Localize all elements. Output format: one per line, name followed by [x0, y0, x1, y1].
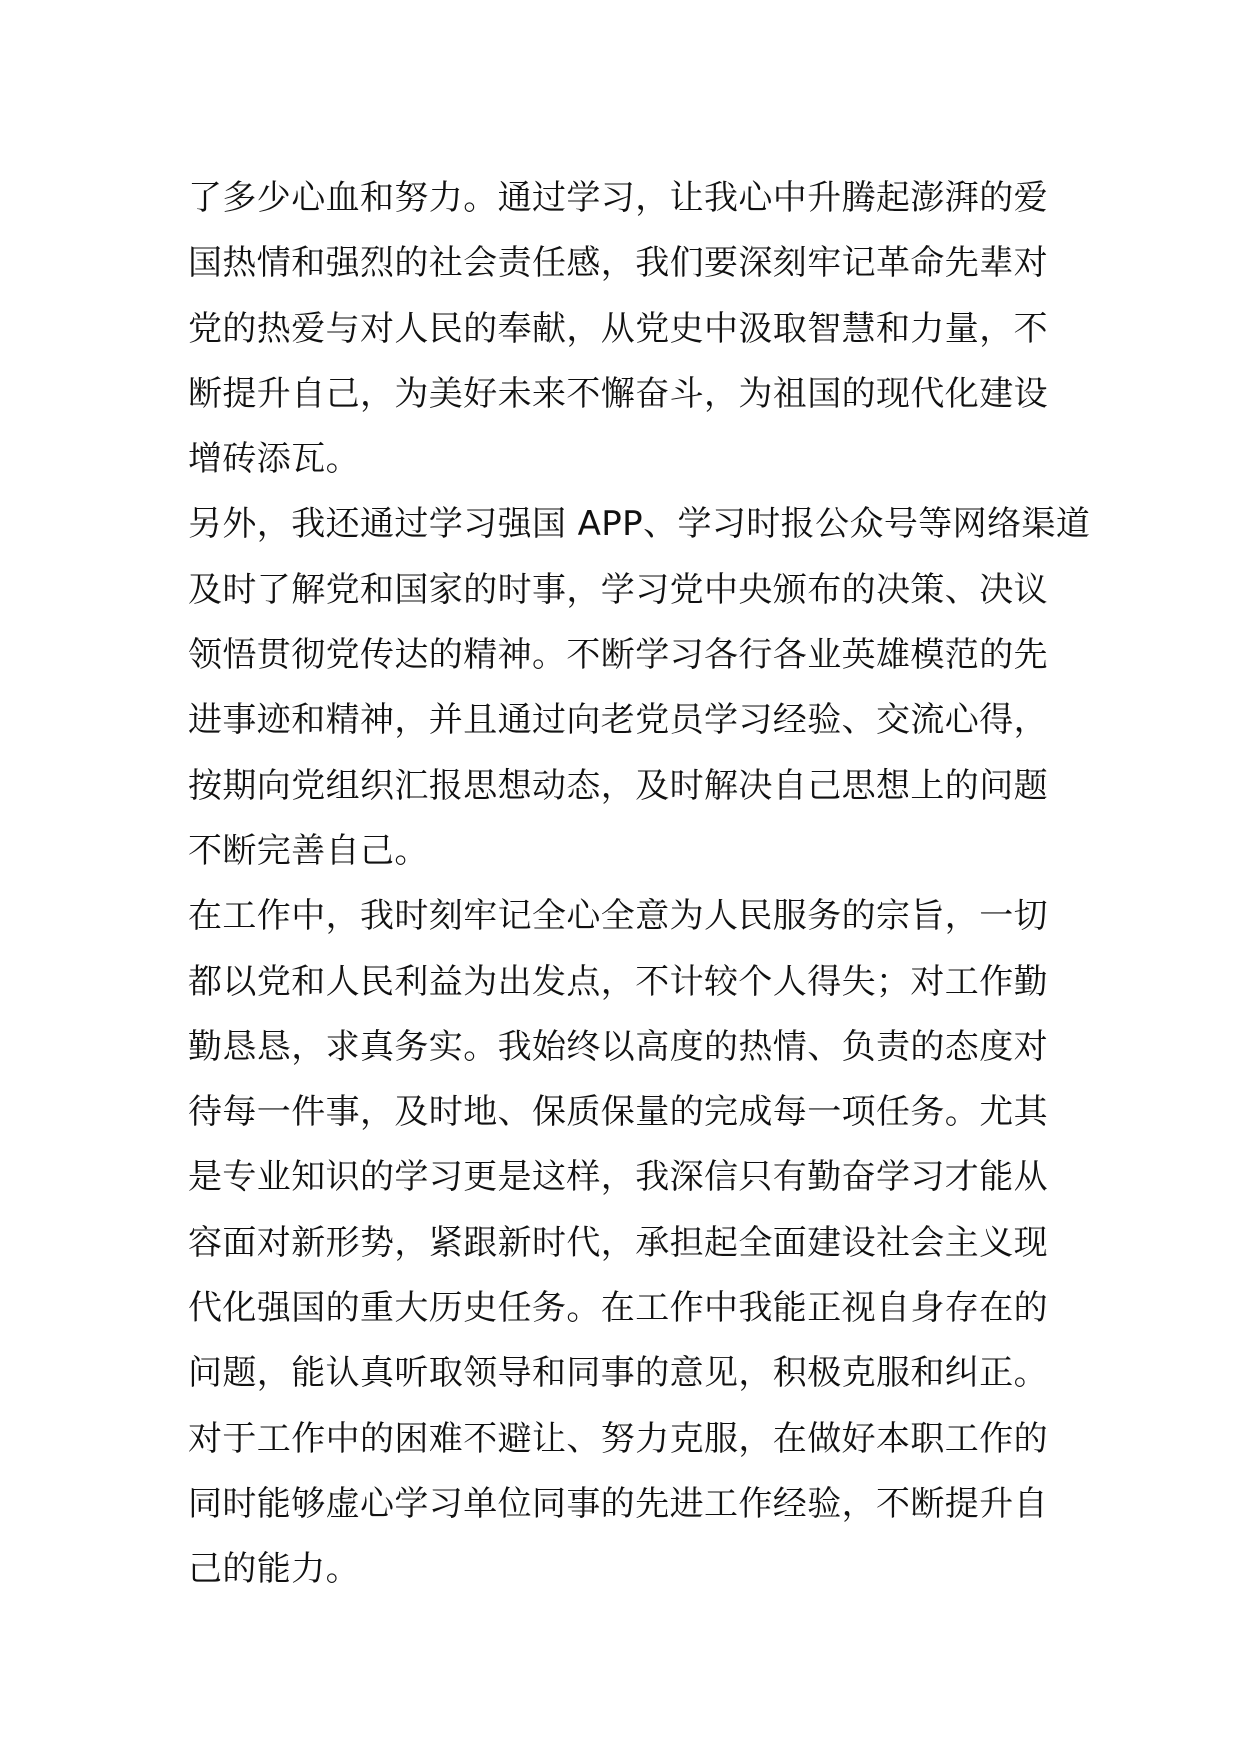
text-line: 进事迹和精神，并且通过向老党员学习经验、交流心得，	[188, 700, 1048, 741]
text-line: 不断完善自己。	[188, 830, 429, 871]
text-line: 勤恳恳，求真务实。我始终以高度的热情、负责的态度对	[188, 1026, 1048, 1067]
text-line: 待每一件事，及时地、保质保量的完成每一项任务。尤其	[188, 1092, 1048, 1133]
text-line: 国热情和强烈的社会责任感，我们要深刻牢记革命先辈对	[188, 243, 1048, 284]
text-line: 己的能力。	[188, 1549, 360, 1590]
text-line: 是专业知识的学习更是这样，我深信只有勤奋学习才能从	[188, 1157, 1048, 1198]
text-line: 领悟贯彻党传达的精神。不断学习各行各业英雄模范的先	[188, 635, 1048, 676]
text-line: 问题，能认真听取领导和同事的意见，积极克服和纠正。	[188, 1353, 1048, 1394]
text-line: 增砖添瓦。	[188, 439, 360, 480]
text-line: 对于工作中的困难不避让、努力克服，在做好本职工作的	[188, 1418, 1048, 1459]
body-text	[188, 166, 1091, 1603]
text-line: 同时能够虚心学习单位同事的先进工作经验，不断提升自	[188, 1483, 1048, 1524]
text-line: 在工作中，我时刻牢记全心全意为人民服务的宗旨，一切	[188, 896, 1048, 937]
text-line: 都以党和人民利益为出发点，不计较个人得失；对工作勤	[188, 961, 1048, 1002]
text-line: 代化强国的重大历史任务。在工作中我能正视自身存在的	[188, 1288, 1048, 1329]
text-line: 及时了解党和国家的时事，学习党中央颁布的决策、决议	[188, 569, 1048, 610]
text-line: 党的热爱与对人民的奉献，从党史中汲取智慧和力量，不	[188, 308, 1048, 349]
text-line: 断提升自己，为美好未来不懈奋斗，为祖国的现代化建设	[188, 373, 1048, 414]
text-line: 容面对新形势，紧跟新时代，承担起全面建设社会主义现	[188, 1222, 1048, 1263]
text-line: 了多少心血和努力。通过学习，让我心中升腾起澎湃的爱	[188, 178, 1048, 218]
text-line: 另外，我还通过学习强国 APP、学习时报公众号等网络渠道	[188, 504, 1091, 545]
text-line: 按期向党组织汇报思想动态，及时解决自己思想上的问题	[188, 765, 1048, 806]
